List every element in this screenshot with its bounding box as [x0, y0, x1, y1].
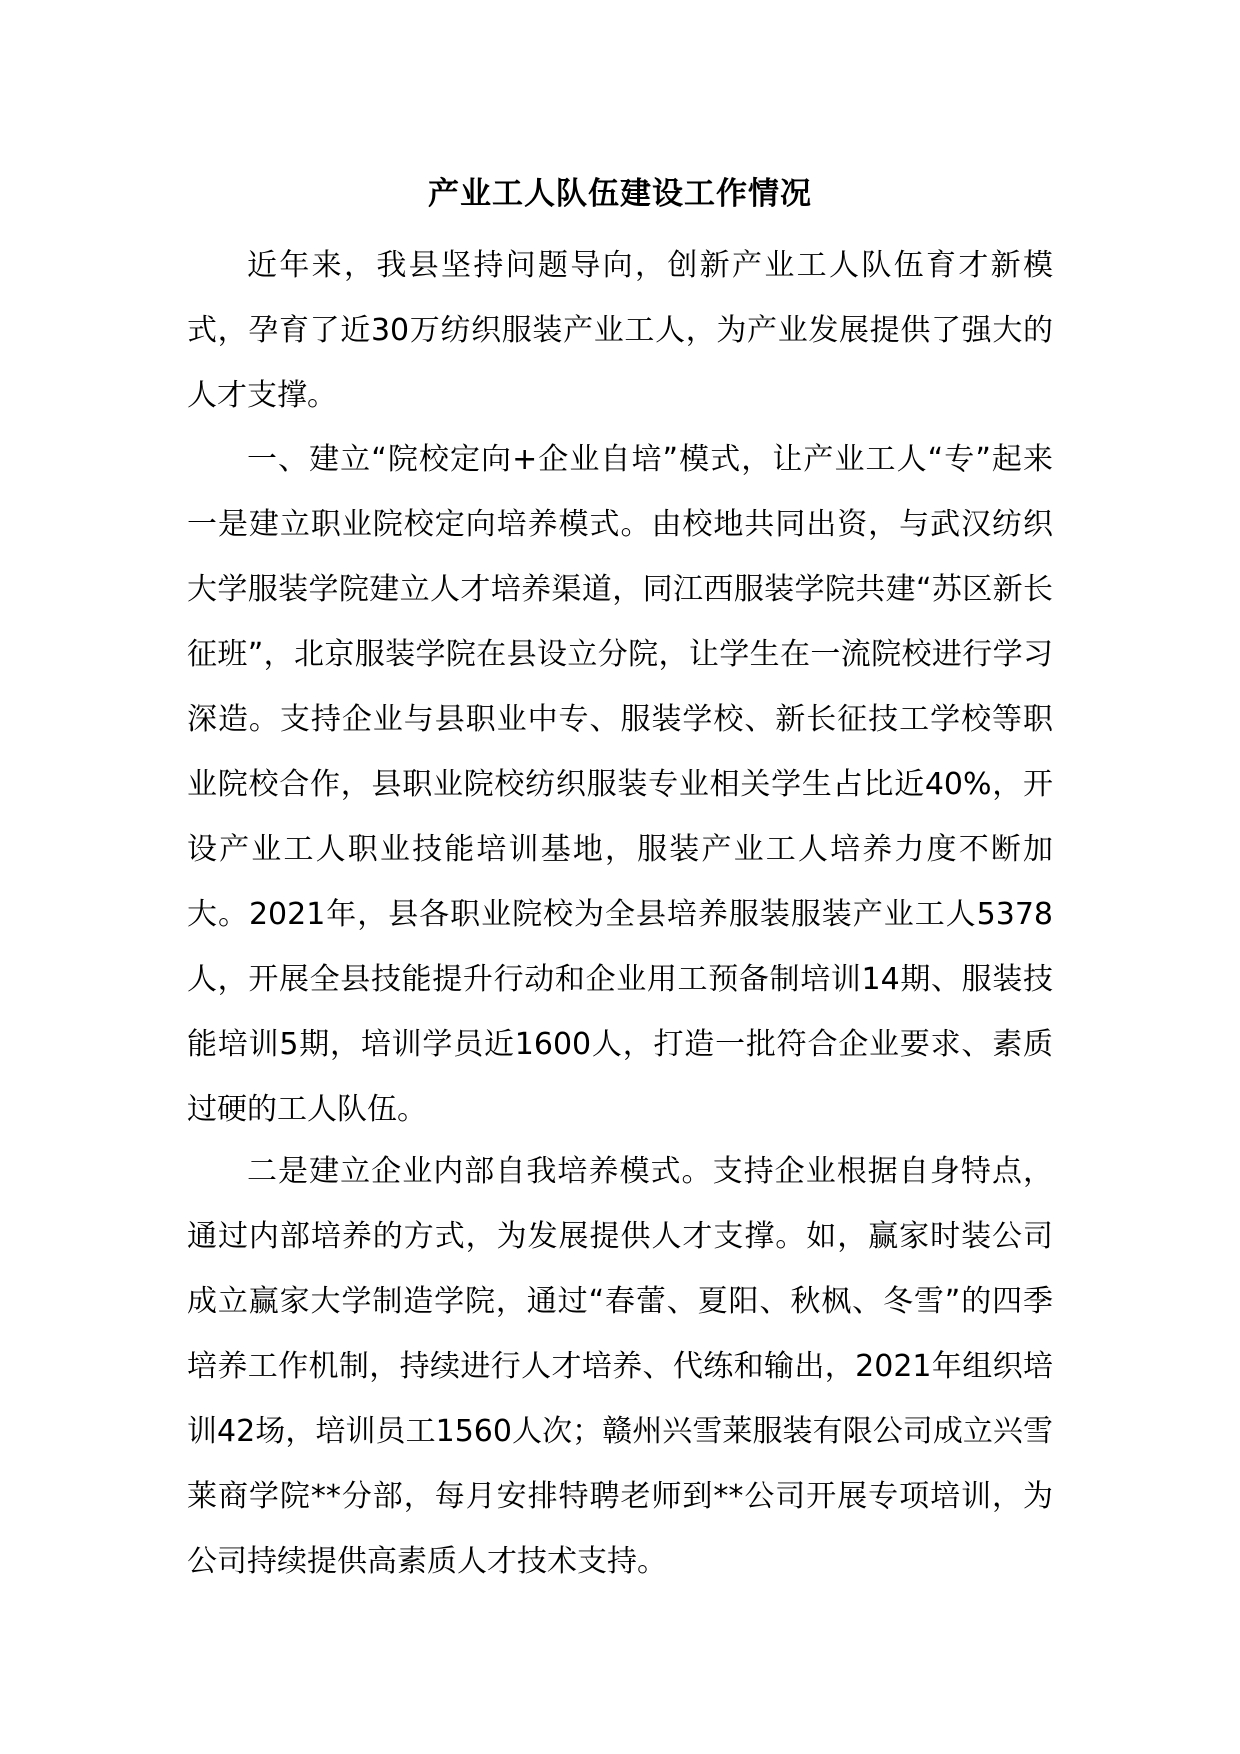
- document-title: 产业工人队伍建设工作情况: [428, 176, 812, 212]
- paragraph-section-two: 二是建立企业内部自我培养模式。支持企业根据自身特点，通过内部培养的方式，为发展提供人才支撑。如，赢家时装公司成立赢家大学制造学院，通过“春蕾、夏阳、秋枫、冬雪”的四季培养工作机制，持续进行人才培养、代练和输出，2021年组织培训42场，培训员工1560人次；赣州兴雪莱服装有限公司成立兴雪莱商学院**分部，每月安排特聘老师到**公司开展专项培训，为公司持续提供高素质人才技术支持。: [187, 1154, 1053, 1579]
- paragraph-section-one: 一、建立“院校定向+企业自培”模式，让产业工人“专”起来一是建立职业院校定向培养模式。由校地共同出资，与武汉纺织大学服装学院建立人才培养渠道，同江西服装学院共建“苏区新长征班”，北京服装学院在县设立分院，让学生在一流院校进行学习深造。支持企业与县职业中专、服装学校、新长征技工学校等职业院校合作，县职业院校纺织服装专业相关学生占比近40%，开设产业工人职业技能培训基地，服装产业工人培养力度不断加大。2021年，县各职业院校为全县培养服装服装产业工人5378人，开展全县技能提升行动和企业用工预备制培训14期、服装技能培训5期，培训学员近1600人，打造一批符合企业要求、素质过硬的工人队伍。: [187, 442, 1053, 1127]
- paragraph-intro: 近年来，我县坚持问题导向，创新产业工人队伍育才新模式，孕育了近30万纺织服装产业工人，为产业发展提供了强大的人才支撑。: [187, 248, 1053, 413]
